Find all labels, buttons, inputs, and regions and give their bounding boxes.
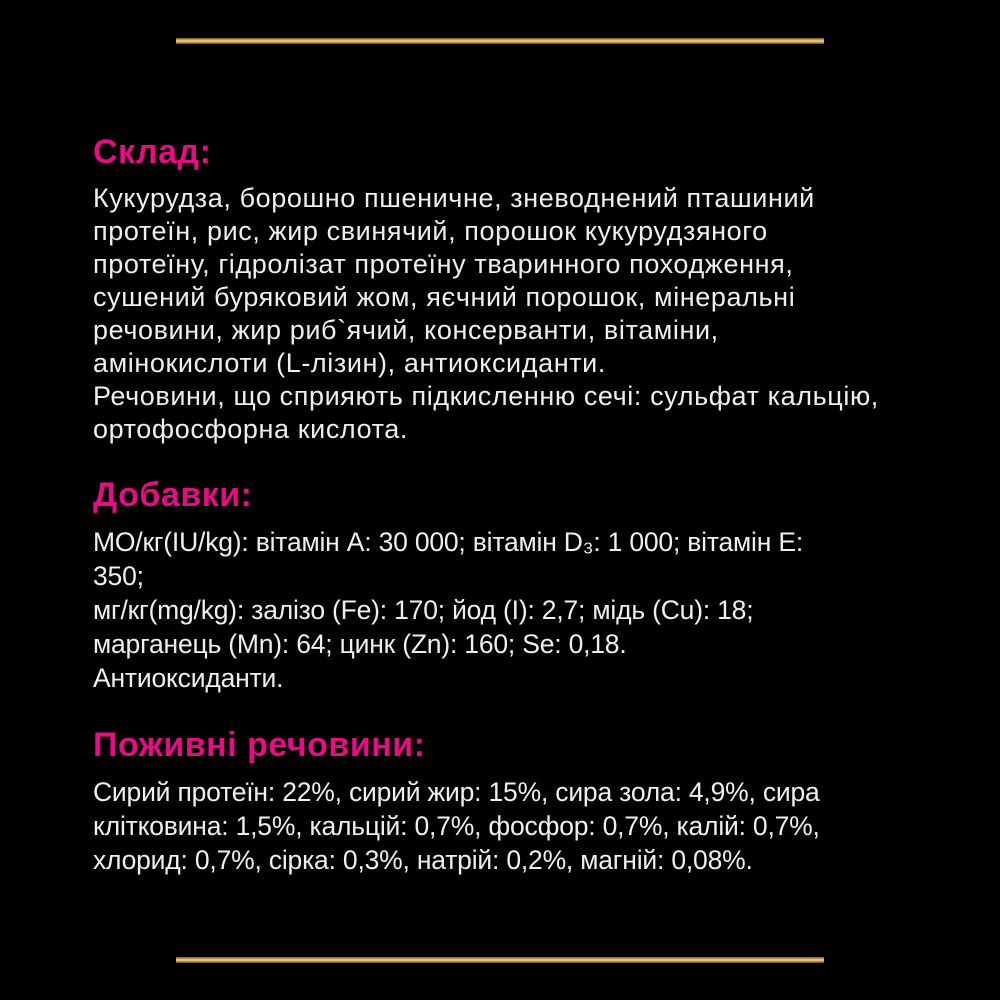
text-line: речовини, жир риб`ячий, консерванти, вітаміни, xyxy=(93,315,719,345)
additives-text xyxy=(93,525,915,695)
text-line: мг/кг(mg/kg): залізо (Fe): 170; йод (I): 2,7; мідь (Cu): 18; xyxy=(93,595,754,625)
text-line: Речовини, що сприяють підкисленню сечі: сульфат кальцію, xyxy=(93,381,879,411)
text-line: 350; xyxy=(93,561,144,591)
composition-text xyxy=(93,182,915,446)
top-gold-divider xyxy=(176,38,824,44)
composition-heading: Склад: xyxy=(93,133,212,171)
label-content xyxy=(93,134,915,877)
text-line: клітковина: 1,5%, кальцій: 0,7%, фосфор: 0,7%, калій: 0,7%, xyxy=(93,811,820,841)
text-line: Антиоксиданти. xyxy=(93,663,284,693)
text-line: амінокислоти (L-лізин), антиоксиданти. xyxy=(93,348,606,378)
text-line: сушений буряковий жом, яєчний порошок, мінеральні xyxy=(93,282,796,312)
nutrients-text xyxy=(93,775,915,877)
text-line: Кукурудза, борошно пшеничне, зневоднений пташиний xyxy=(93,183,815,213)
bottom-gold-divider xyxy=(176,957,824,963)
text-line: хлорид: 0,7%, сірка: 0,3%, натрій: 0,2%, магній: 0,08%. xyxy=(93,845,753,875)
additives-heading: Добавки: xyxy=(93,476,253,514)
text-line: протеїну, гідролізат протеїну тваринного походження, xyxy=(93,249,794,279)
text-line: ортофосфорна кислота. xyxy=(93,414,408,444)
text-line: Сирий протеїн: 22%, сирий жир: 15%, сира зола: 4,9%, сира xyxy=(93,777,820,807)
nutrients-heading: Поживні речовини: xyxy=(93,726,426,764)
text-line: протеїн, рис, жир свинячий, порошок кукурудзяного xyxy=(93,216,768,246)
text-line: МО/кг(IU/kg): вітамін А: 30 000; вітамін D₃: 1 000; вітамін Е: xyxy=(93,527,803,557)
section-composition xyxy=(93,134,915,446)
section-additives xyxy=(93,477,915,695)
section-nutrients xyxy=(93,727,915,877)
text-line: марганець (Mn): 64; цинк (Zn): 160; Se: 0,18. xyxy=(93,629,627,659)
